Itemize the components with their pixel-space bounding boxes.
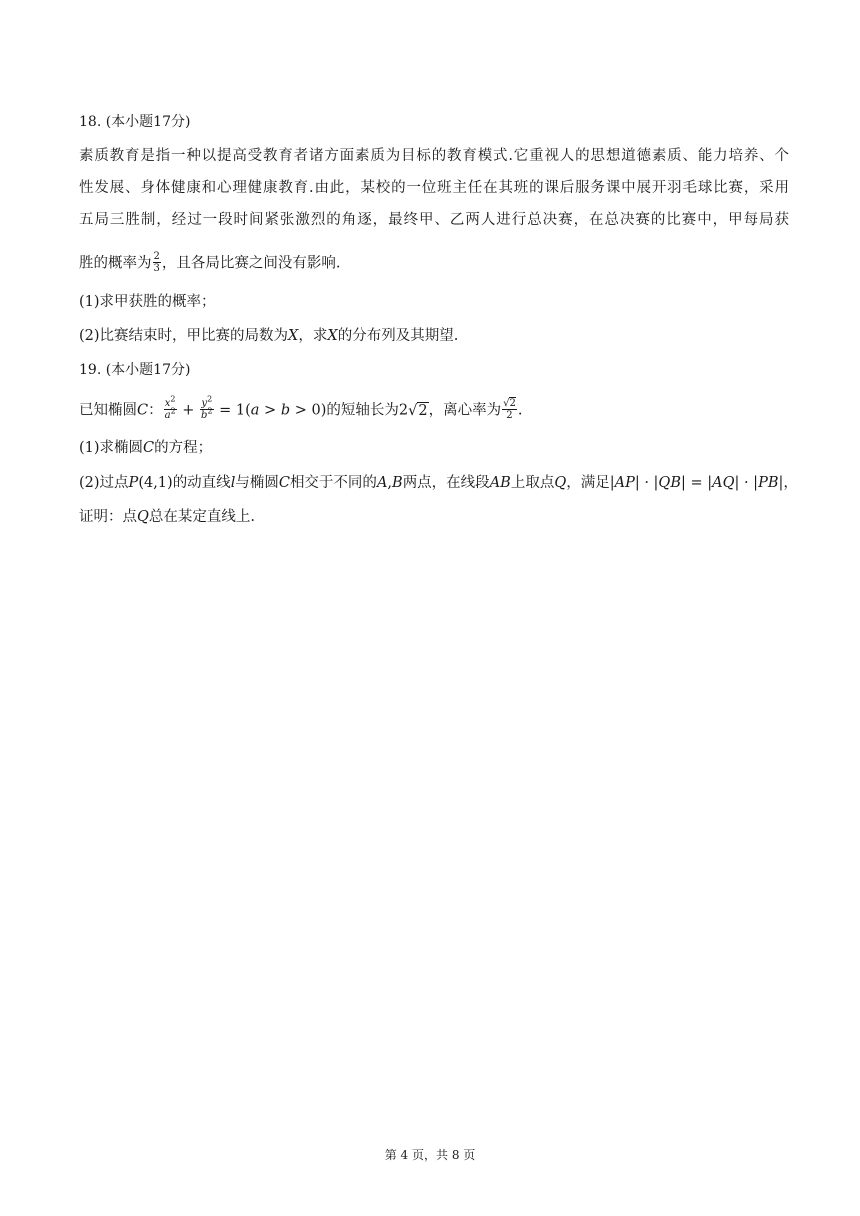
greater-than-zero: > 0) <box>290 402 327 419</box>
q19-stem <box>79 394 789 422</box>
point-b: B <box>392 475 403 491</box>
line-l: l <box>230 475 236 491</box>
q18-stem-line-3: 五局三胜制，经过一段时间紧张激烈的角逐，最终甲、乙两人进行总决赛，在总决赛的比赛中，甲每局获 <box>79 212 789 228</box>
q18-stem-line-2: 性发展、身体健康和心理健康教育.由此，某校的一位班主任在其班的课后服务课中展开羽毛球比赛，采用 <box>79 180 789 196</box>
q19-colon: ： <box>148 402 163 419</box>
q18-part-2-mid: ，求 <box>298 328 328 344</box>
point-q: Q <box>554 475 567 491</box>
proof-var-q: Q <box>137 509 149 525</box>
y-sq-numerator: $y^2$ <box>201 394 213 409</box>
q19-part-2: (2)过点P(4,1)的动直线l与椭圆C相交于不同的A,B两点，在线段AB上取点Q，满足|AP| · |QB| = |AQ| · |PB|， <box>79 475 798 491</box>
point-a: A <box>376 475 388 491</box>
eccentricity-fraction <box>502 398 517 421</box>
sqrt-radicand: 2 <box>418 402 428 419</box>
x-sq-numerator: $x^2$ <box>164 394 176 409</box>
y-over-b-fraction <box>200 394 214 421</box>
q19-ellipse-name: C <box>137 402 149 419</box>
equals-one: = 1( <box>214 402 251 419</box>
q19-part-1 <box>79 438 789 458</box>
segment-ab: AB <box>489 475 511 491</box>
point-p: P <box>128 475 139 491</box>
q19-stem-pre: 已知椭圆 <box>79 402 137 419</box>
minor-axis-text: 的短轴长为2 <box>326 402 409 419</box>
page-footer: 第 4 页，共 8 页 <box>384 1148 476 1162</box>
greater-than: > <box>259 402 281 419</box>
q18-stem-line-4 <box>79 252 789 275</box>
probability-numerator: 2 <box>153 251 160 262</box>
cond-a: a <box>250 402 260 419</box>
q19-part-1-pre: (1)求椭圆 <box>79 440 144 456</box>
q18-part-2-post: 的分布列及其期望. <box>337 328 459 344</box>
a-sq-denominator: $a^2$ <box>164 406 176 421</box>
condition-expression: |AP| · |QB| = |AQ| · |PB| <box>609 475 784 491</box>
x-over-a-fraction <box>164 394 177 421</box>
probability-denominator: 3 <box>153 263 160 274</box>
q18-heading: 18. (本小题17分) <box>79 114 191 130</box>
eccentricity-text: ，离心率为 <box>428 402 502 419</box>
q19-part-1-post: 的方程； <box>154 440 213 456</box>
q18-part-2 <box>79 326 789 346</box>
q19-proof-line: 证明：点Q总在某定直线上. <box>79 509 255 525</box>
q19-stem-period: . <box>517 402 523 419</box>
q19-heading: 19. (本小题17分) <box>79 362 191 378</box>
q18-part-1: (1)求甲获胜的概率； <box>79 294 216 310</box>
q18-part-2-pre: (2)比赛结束时，甲比赛的局数为 <box>79 328 289 344</box>
plus-sign: + <box>177 402 200 419</box>
q18-stem-line-1: 素质教育是指一种以提高受教育者诸方面素质为目标的教育模式.它重视人的思想道德素质、能力培养、个 <box>79 148 789 164</box>
q18-stem-line-4-post: ，且各局比赛之间没有影响. <box>161 255 341 272</box>
q19-part-1-var: C <box>143 440 155 456</box>
q18-var-x: X <box>288 328 299 344</box>
probability-fraction <box>153 251 161 274</box>
b-sq-denominator: $b^2$ <box>201 406 213 421</box>
q18-var-x-2: X <box>327 328 338 344</box>
eccentricity-numerator: √2 <box>503 398 516 409</box>
cond-b: b <box>280 402 291 419</box>
q18-stem-line-4-pre: 胜的概率为 <box>79 255 152 272</box>
point-p-coords: (4,1) <box>138 475 173 491</box>
ellipse-c: C <box>278 475 290 491</box>
sqrt-two: √2 <box>408 402 428 419</box>
eccentricity-denominator: 2 <box>506 410 513 421</box>
